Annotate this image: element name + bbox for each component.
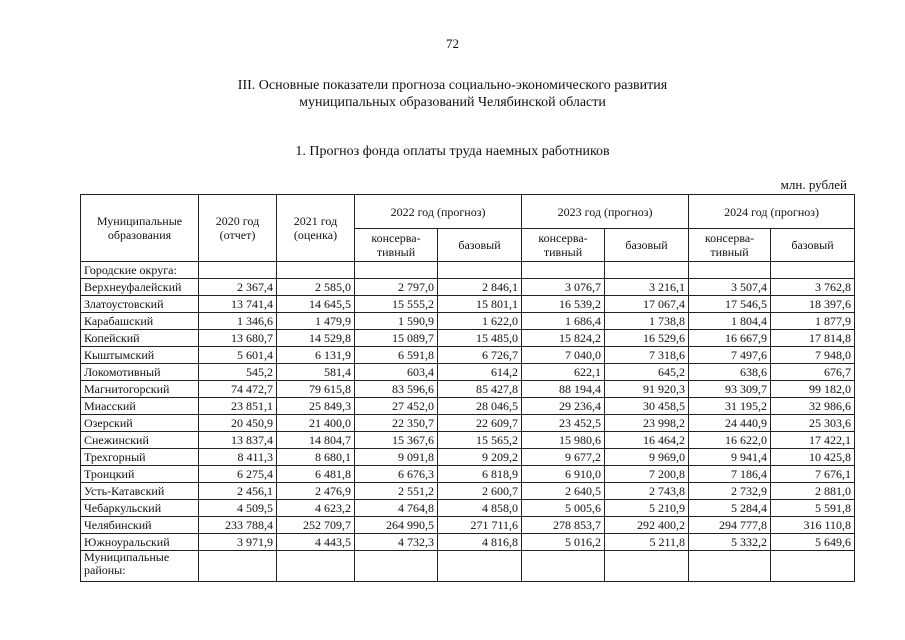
header-2024-conservative: консерва-тивный — [689, 229, 771, 262]
value-cell: 29 236,4 — [522, 398, 605, 415]
value-cell: 603,4 — [355, 364, 438, 381]
value-cell: 4 816,8 — [438, 534, 522, 551]
value-cell: 17 546,5 — [689, 296, 771, 313]
value-cell: 2 600,7 — [438, 483, 522, 500]
value-cell: 31 195,2 — [689, 398, 771, 415]
value-cell: 2 551,2 — [355, 483, 438, 500]
value-cell: 15 824,2 — [522, 330, 605, 347]
value-cell: 4 623,2 — [277, 500, 355, 517]
value-cell: 13 741,4 — [199, 296, 277, 313]
header-2022-base: базовый — [438, 229, 522, 262]
value-cell: 16 622,0 — [689, 432, 771, 449]
value-cell: 3 216,1 — [605, 279, 689, 296]
value-cell: 9 091,8 — [355, 449, 438, 466]
municipality-name: Снежинский — [81, 432, 199, 449]
value-cell: 6 481,8 — [277, 466, 355, 483]
municipality-name: Златоустовский — [81, 296, 199, 313]
value-cell: 645,2 — [605, 364, 689, 381]
value-cell: 2 456,1 — [199, 483, 277, 500]
value-cell: 5 210,9 — [605, 500, 689, 517]
value-cell: 1 686,4 — [522, 313, 605, 330]
value-cell: 7 948,0 — [771, 347, 855, 364]
header-2023: 2023 год (прогноз) — [522, 195, 689, 229]
table-row — [81, 347, 855, 364]
value-cell: 316 110,8 — [771, 517, 855, 534]
header-2021: 2021 год (оценка) — [277, 195, 355, 262]
value-cell: 7 186,4 — [689, 466, 771, 483]
value-cell: 5 591,8 — [771, 500, 855, 517]
table-row — [81, 432, 855, 449]
forecast-table — [80, 194, 855, 582]
value-cell: 3 971,9 — [199, 534, 277, 551]
value-cell: 2 367,4 — [199, 279, 277, 296]
table-body — [81, 262, 855, 551]
value-cell: 9 941,4 — [689, 449, 771, 466]
table-row — [81, 381, 855, 398]
section-title — [0, 77, 905, 111]
table-row — [81, 466, 855, 483]
table-row — [81, 398, 855, 415]
value-cell: 18 397,6 — [771, 296, 855, 313]
value-cell: 8 680,1 — [277, 449, 355, 466]
header-2023-conservative: консерва-тивный — [522, 229, 605, 262]
value-cell: 1 804,4 — [689, 313, 771, 330]
header-2020: 2020 год (отчет) — [199, 195, 277, 262]
value-cell: 6 275,4 — [199, 466, 277, 483]
value-cell: 14 804,7 — [277, 432, 355, 449]
value-cell: 23 998,2 — [605, 415, 689, 432]
table-row — [81, 330, 855, 347]
section-title-line1: III. Основные показатели прогноза социально-экономического развития — [237, 78, 668, 93]
value-cell: 233 788,4 — [199, 517, 277, 534]
municipality-name: Локомотивный — [81, 364, 199, 381]
municipality-name: Усть-Катавский — [81, 483, 199, 500]
value-cell: 1 346,6 — [199, 313, 277, 330]
value-cell: 21 400,0 — [277, 415, 355, 432]
value-cell: 17 067,4 — [605, 296, 689, 313]
value-cell: 15 367,6 — [355, 432, 438, 449]
value-cell: 1 738,8 — [605, 313, 689, 330]
value-cell: 7 040,0 — [522, 347, 605, 364]
value-cell: 91 920,3 — [605, 381, 689, 398]
value-cell: 83 596,6 — [355, 381, 438, 398]
value-cell: 7 676,1 — [771, 466, 855, 483]
value-cell: 23 851,1 — [199, 398, 277, 415]
value-cell: 23 452,5 — [522, 415, 605, 432]
value-cell: 15 089,7 — [355, 330, 438, 347]
value-cell: 16 529,6 — [605, 330, 689, 347]
value-cell: 2 476,9 — [277, 483, 355, 500]
value-cell: 2 881,0 — [771, 483, 855, 500]
value-cell: 264 990,5 — [355, 517, 438, 534]
value-cell: 15 980,6 — [522, 432, 605, 449]
group-row-districts — [81, 551, 855, 582]
municipality-name: Южноуральский — [81, 534, 199, 551]
value-cell: 4 443,5 — [277, 534, 355, 551]
value-cell: 6 910,0 — [522, 466, 605, 483]
value-cell: 13 680,7 — [199, 330, 277, 347]
value-cell: 2 732,9 — [689, 483, 771, 500]
value-cell: 638,6 — [689, 364, 771, 381]
table-row — [81, 313, 855, 330]
value-cell: 16 667,9 — [689, 330, 771, 347]
header-2024-base: базовый — [771, 229, 855, 262]
value-cell: 622,1 — [522, 364, 605, 381]
value-cell: 14 645,5 — [277, 296, 355, 313]
value-cell: 15 485,0 — [438, 330, 522, 347]
table-row — [81, 517, 855, 534]
value-cell: 6 591,8 — [355, 347, 438, 364]
value-cell: 6 131,9 — [277, 347, 355, 364]
municipality-name: Копейский — [81, 330, 199, 347]
municipality-name: Кыштымский — [81, 347, 199, 364]
municipality-name: Челябинский — [81, 517, 199, 534]
table-row — [81, 296, 855, 313]
value-cell: 28 046,5 — [438, 398, 522, 415]
value-cell: 6 676,3 — [355, 466, 438, 483]
value-cell: 292 400,2 — [605, 517, 689, 534]
value-cell: 85 427,8 — [438, 381, 522, 398]
value-cell: 99 182,0 — [771, 381, 855, 398]
value-cell: 25 849,3 — [277, 398, 355, 415]
value-cell: 25 303,6 — [771, 415, 855, 432]
value-cell: 7 497,6 — [689, 347, 771, 364]
table-row — [81, 449, 855, 466]
table-row — [81, 534, 855, 551]
value-cell: 252 709,7 — [277, 517, 355, 534]
municipality-name: Магнитогорский — [81, 381, 199, 398]
value-cell: 2 743,8 — [605, 483, 689, 500]
group-row-urban — [81, 262, 855, 279]
value-cell: 17 814,8 — [771, 330, 855, 347]
value-cell: 15 555,2 — [355, 296, 438, 313]
value-cell: 79 615,8 — [277, 381, 355, 398]
value-cell: 15 801,1 — [438, 296, 522, 313]
value-cell: 22 609,7 — [438, 415, 522, 432]
value-cell: 2 797,0 — [355, 279, 438, 296]
page-number: 72 — [446, 36, 459, 51]
value-cell: 2 585,0 — [277, 279, 355, 296]
value-cell: 5 005,6 — [522, 500, 605, 517]
value-cell: 294 777,8 — [689, 517, 771, 534]
value-cell: 1 622,0 — [438, 313, 522, 330]
header-2022: 2022 год (прогноз) — [355, 195, 522, 229]
value-cell: 4 509,5 — [199, 500, 277, 517]
value-cell: 271 711,6 — [438, 517, 522, 534]
group-label: Муниципальные районы: — [81, 551, 199, 582]
value-cell: 3 762,8 — [771, 279, 855, 296]
value-cell: 22 350,7 — [355, 415, 438, 432]
value-cell: 4 764,8 — [355, 500, 438, 517]
header-2022-conservative: консерва-тивный — [355, 229, 438, 262]
value-cell: 7 200,8 — [605, 466, 689, 483]
value-cell: 13 837,4 — [199, 432, 277, 449]
value-cell: 545,2 — [199, 364, 277, 381]
value-cell: 5 284,4 — [689, 500, 771, 517]
value-cell: 6 818,9 — [438, 466, 522, 483]
value-cell: 4 732,3 — [355, 534, 438, 551]
value-cell: 17 422,1 — [771, 432, 855, 449]
table-row — [81, 483, 855, 500]
value-cell: 5 016,2 — [522, 534, 605, 551]
value-cell: 20 450,9 — [199, 415, 277, 432]
unit-label: млн. рублей — [780, 177, 847, 192]
value-cell: 278 853,7 — [522, 517, 605, 534]
table-row — [81, 364, 855, 381]
value-cell: 6 726,7 — [438, 347, 522, 364]
value-cell: 614,2 — [438, 364, 522, 381]
value-cell: 7 318,6 — [605, 347, 689, 364]
header-2024: 2024 год (прогноз) — [689, 195, 855, 229]
municipality-name: Озерский — [81, 415, 199, 432]
value-cell: 5 601,4 — [199, 347, 277, 364]
value-cell: 16 539,2 — [522, 296, 605, 313]
value-cell: 27 452,0 — [355, 398, 438, 415]
group-label: Городские округа: — [81, 262, 199, 279]
value-cell: 1 479,9 — [277, 313, 355, 330]
value-cell: 74 472,7 — [199, 381, 277, 398]
value-cell: 8 411,3 — [199, 449, 277, 466]
table-subtitle: 1. Прогноз фонда оплаты труда наемных работников — [295, 144, 610, 159]
table-row — [81, 279, 855, 296]
value-cell: 5 211,8 — [605, 534, 689, 551]
value-cell: 88 194,4 — [522, 381, 605, 398]
value-cell: 9 209,2 — [438, 449, 522, 466]
table-row — [81, 415, 855, 432]
value-cell: 15 565,2 — [438, 432, 522, 449]
value-cell: 3 076,7 — [522, 279, 605, 296]
table-row — [81, 500, 855, 517]
value-cell: 93 309,7 — [689, 381, 771, 398]
municipality-name: Чебаркульский — [81, 500, 199, 517]
value-cell: 30 458,5 — [605, 398, 689, 415]
value-cell: 676,7 — [771, 364, 855, 381]
value-cell: 16 464,2 — [605, 432, 689, 449]
value-cell: 9 969,0 — [605, 449, 689, 466]
municipality-name: Миасский — [81, 398, 199, 415]
value-cell: 4 858,0 — [438, 500, 522, 517]
header-municipality: Муниципальные образования — [81, 195, 199, 262]
value-cell: 5 649,6 — [771, 534, 855, 551]
value-cell: 10 425,8 — [771, 449, 855, 466]
value-cell: 3 507,4 — [689, 279, 771, 296]
municipality-name: Трехгорный — [81, 449, 199, 466]
header-2023-base: базовый — [605, 229, 689, 262]
municipality-name: Троицкий — [81, 466, 199, 483]
value-cell: 1 877,9 — [771, 313, 855, 330]
value-cell: 2 846,1 — [438, 279, 522, 296]
value-cell: 24 440,9 — [689, 415, 771, 432]
value-cell: 1 590,9 — [355, 313, 438, 330]
value-cell: 14 529,8 — [277, 330, 355, 347]
municipality-name: Карабашский — [81, 313, 199, 330]
municipality-name: Верхнеуфалейский — [81, 279, 199, 296]
section-title-line2: муниципальных образований Челябинской области — [299, 95, 606, 110]
value-cell: 5 332,2 — [689, 534, 771, 551]
value-cell: 32 986,6 — [771, 398, 855, 415]
value-cell: 9 677,2 — [522, 449, 605, 466]
value-cell: 581,4 — [277, 364, 355, 381]
value-cell: 2 640,5 — [522, 483, 605, 500]
